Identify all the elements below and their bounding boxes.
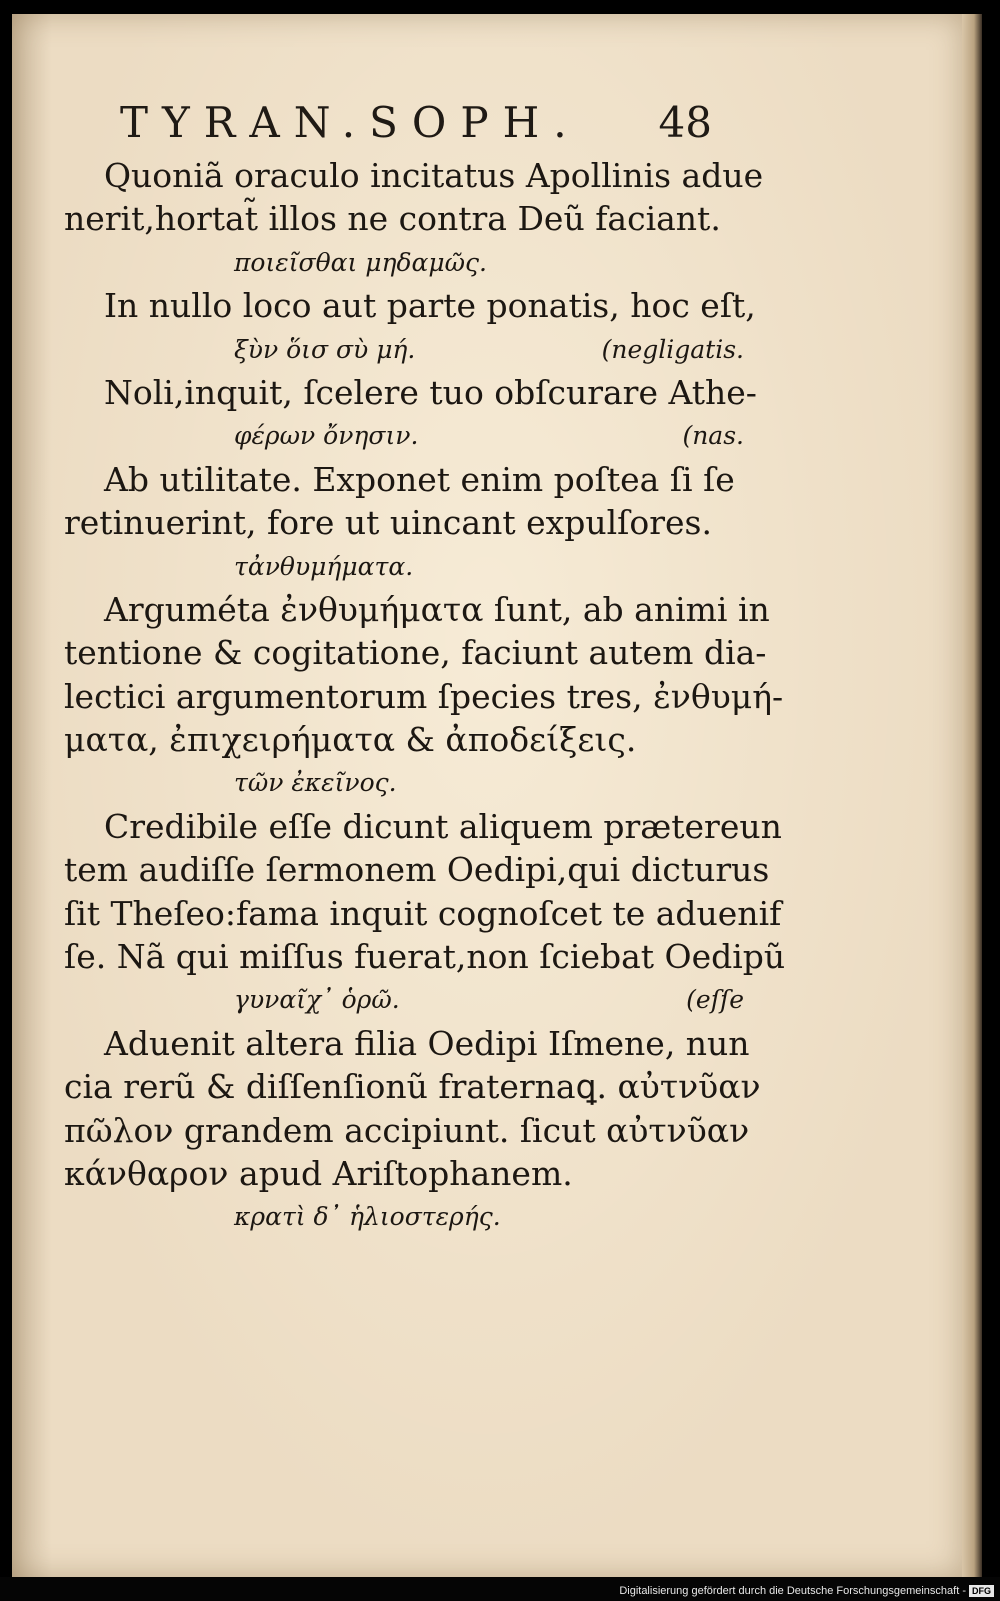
text-line — [64, 805, 782, 848]
text-line — [64, 458, 744, 501]
line-text: cia rerũ & diſſenſionũ fraternaꝗ. αὐτνῦαν — [64, 1067, 761, 1107]
line-text: Noli,inquit, ſcelere tuo obſcurare Athe- — [104, 372, 757, 412]
greek-lemma-line — [64, 241, 744, 284]
greek-lemma-line — [64, 761, 744, 804]
line-continuation: (eſſe — [686, 985, 744, 1015]
line-text: Credibile eſſe dicunt aliquem prætereun — [104, 806, 782, 846]
line-text: ſit Theſeo:fama inquit cognoſcet te aduenif — [64, 893, 782, 933]
text-line — [64, 284, 756, 327]
text-line — [64, 501, 744, 544]
line-text: τῶν ἐκεῖνος. — [234, 768, 397, 798]
line-text: tem audiſſe ſermonem Oedipi,qui dicturus — [64, 850, 770, 890]
text-line — [64, 848, 770, 891]
greek-lemma-line — [64, 414, 744, 457]
line-text: Quoniã oraculo incitatus Apollinis adue — [104, 156, 764, 195]
line-text: retinuerint, fore ut uincant expulſores. — [64, 503, 712, 543]
body-text — [64, 154, 786, 1239]
greek-lemma-line — [64, 545, 744, 588]
footer-bar — [0, 1577, 1000, 1601]
text-line — [64, 631, 767, 674]
line-text: φέρων ὄνησιν. — [234, 421, 419, 451]
line-text: ſe. Nã qui miſſus fuerat,non ſciebat Oedipũ — [64, 937, 786, 977]
line-text: ξὺν ὅισ σὺ μή. — [234, 334, 416, 364]
line-text: κρατὶ δ᾽ ἡλιοστερής. — [234, 1202, 501, 1232]
book-page — [12, 14, 962, 1577]
page-number: 48 — [658, 98, 712, 147]
greek-lemma-line — [64, 328, 744, 371]
dfg-logo: DFG — [969, 1585, 994, 1597]
text-line — [64, 935, 786, 978]
line-text: Arguméta ἐνθυμήματα ſunt, ab animi in — [104, 589, 770, 629]
text-line — [64, 371, 757, 414]
text-line — [64, 588, 770, 631]
line-text: tentione & cogitatione, faciunt autem dia- — [64, 633, 767, 673]
line-text: τἀνθυμήματα. — [234, 551, 414, 581]
text-line — [64, 154, 764, 197]
page-header — [120, 98, 712, 154]
text-line — [64, 1152, 744, 1195]
text-line — [64, 1109, 750, 1152]
text-line — [64, 1065, 761, 1108]
line-continuation: (nas. — [682, 421, 744, 451]
line-text: κάνθαρον apud Ariſtophanem. — [64, 1153, 573, 1193]
page-edge — [962, 14, 982, 1577]
text-line — [64, 197, 744, 240]
line-text: ματα, ἐπιχειρήματα & ἀποδείξεις. — [64, 720, 637, 760]
greek-lemma-line — [64, 978, 744, 1021]
text-line — [64, 675, 784, 718]
line-text: γυναῖχ᾽ ὁρῶ. — [234, 985, 400, 1015]
line-text: In nullo loco aut parte ponatis, hoc eſt, — [104, 286, 756, 326]
text-line — [64, 1022, 750, 1065]
line-text: Ab utilitate. Exponet enim poſtea ſi ſe — [104, 459, 735, 499]
text-line — [64, 718, 744, 761]
line-continuation: (negligatis. — [601, 334, 744, 364]
line-text: lectici argumentorum ſpecies tres, ἐνθυμή- — [64, 676, 784, 716]
text-line — [64, 892, 782, 935]
line-text: ποιεῖσθαι μηδαμῶς. — [234, 247, 487, 277]
line-text: πῶλον grandem accipiunt. ſicut αὐτνῦαν — [64, 1110, 750, 1150]
running-title: TYRAN.SOPH. — [120, 98, 581, 147]
greek-lemma-line — [64, 1195, 744, 1238]
line-text: nerit,hortat̃ illos ne contra Deũ faciant. — [64, 199, 721, 239]
digitization-credit: Digitalisierung gefördert durch die Deutsche Forschungsgemeinschaft - — [619, 1585, 966, 1597]
line-text: Aduenit altera filia Oedipi Iſmene, nun — [104, 1023, 750, 1063]
